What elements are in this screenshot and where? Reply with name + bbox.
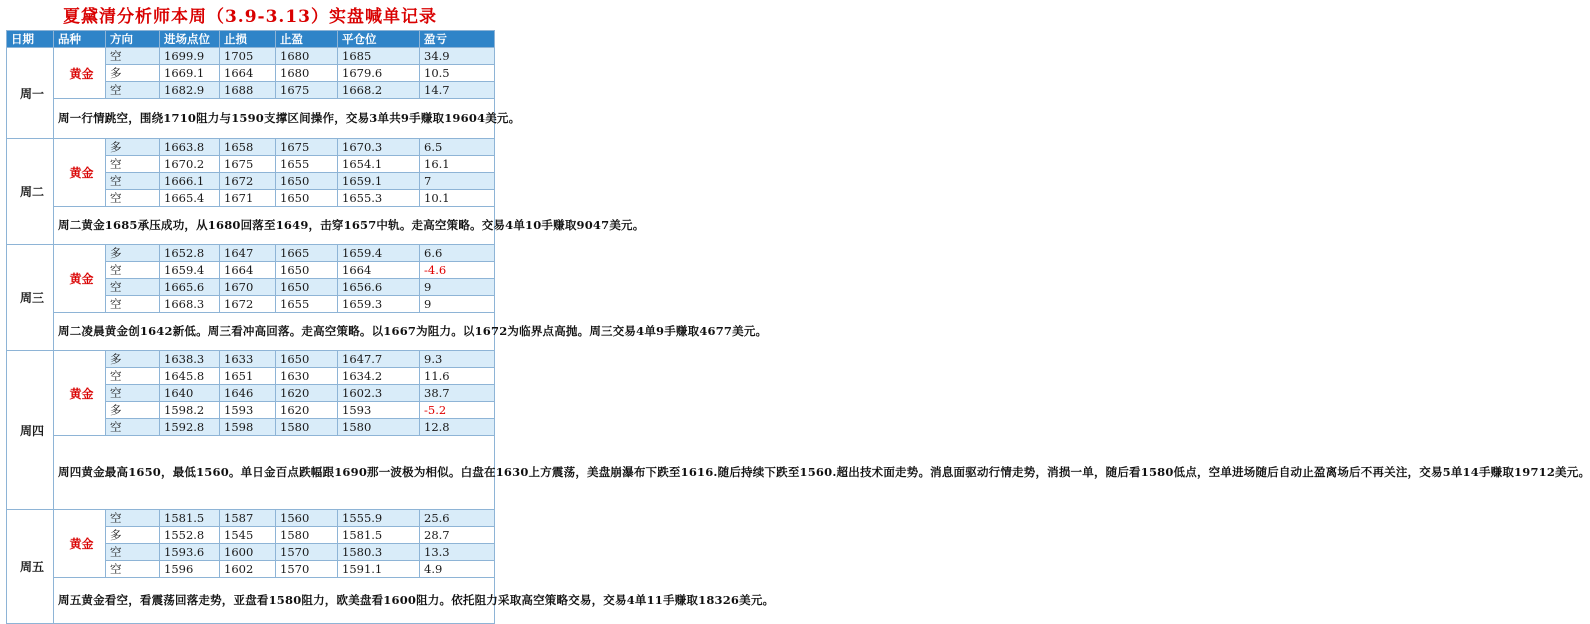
cell-pnl: 34.9 (420, 48, 495, 65)
cell-close: 1580.3 (338, 544, 420, 561)
summary-row (7, 436, 495, 510)
cell-pnl: 25.6 (420, 510, 495, 527)
trade-row (7, 48, 495, 65)
day-summary-note: 周五黄金看空，看震荡回落走势，亚盘看1580阻力，欧美盘看1600阻力。依托阻力采取高空策略交易，交易4单11手赚取18326美元。 (54, 578, 495, 624)
cell-close: 1685 (338, 48, 420, 65)
header-direction: 方向 (106, 31, 160, 48)
cell-direction: 空 (106, 156, 160, 173)
cell-stop-loss: 1593 (220, 402, 276, 419)
table-body (7, 48, 1590, 624)
cell-close: 1664 (338, 262, 420, 279)
cell-stop-loss: 1598 (220, 419, 276, 436)
cell-stop-loss: 1658 (220, 139, 276, 156)
cell-take-profit: 1650 (276, 351, 338, 368)
cell-close: 1602.3 (338, 385, 420, 402)
cell-take-profit: 1650 (276, 190, 338, 207)
cell-pnl: 10.5 (420, 65, 495, 82)
cell-direction: 空 (106, 510, 160, 527)
cell-take-profit: 1665 (276, 245, 338, 262)
header-take-profit: 止盈 (276, 31, 338, 48)
header-row (7, 31, 495, 48)
cell-close: 1670.3 (338, 139, 420, 156)
day-summary-note: 周二凌晨黄金创1642新低。周三看冲高回落。走高空策略。以1667为阻力。以1672为临界点高抛。周三交易4单9手赚取4677美元。 (54, 313, 495, 351)
cell-direction: 空 (106, 48, 160, 65)
cell-entry: 1668.3 (160, 296, 220, 313)
cell-close: 1581.5 (338, 527, 420, 544)
header-close: 平仓位 (338, 31, 420, 48)
cell-pnl: -4.6 (420, 262, 495, 279)
cell-entry: 1581.5 (160, 510, 220, 527)
cell-take-profit: 1680 (276, 65, 338, 82)
cell-direction: 空 (106, 561, 160, 578)
cell-pnl: 4.9 (420, 561, 495, 578)
cell-direction: 空 (106, 279, 160, 296)
cell-entry: 1669.1 (160, 65, 220, 82)
cell-stop-loss: 1705 (220, 48, 276, 65)
cell-stop-loss: 1633 (220, 351, 276, 368)
variety-label: 黄金 (54, 510, 106, 578)
cell-close: 1659.1 (338, 173, 420, 190)
cell-pnl: 9.3 (420, 351, 495, 368)
cell-direction: 多 (106, 139, 160, 156)
cell-take-profit: 1570 (276, 544, 338, 561)
trade-record-table (6, 30, 1590, 624)
cell-direction: 空 (106, 544, 160, 561)
trade-row (7, 245, 495, 262)
day-summary-note: 周二黄金1685承压成功，从1680回落至1649，击穿1657中轨。走高空策略。交易4单10手赚取9047美元。 (54, 207, 495, 245)
header-pnl: 盈亏 (420, 31, 495, 48)
cell-pnl: -5.2 (420, 402, 495, 419)
cell-take-profit: 1630 (276, 368, 338, 385)
cell-entry: 1682.9 (160, 82, 220, 99)
cell-stop-loss: 1675 (220, 156, 276, 173)
cell-direction: 多 (106, 527, 160, 544)
cell-stop-loss: 1672 (220, 173, 276, 190)
cell-stop-loss: 1664 (220, 262, 276, 279)
cell-close: 1654.1 (338, 156, 420, 173)
variety-label: 黄金 (54, 139, 106, 207)
cell-direction: 空 (106, 385, 160, 402)
cell-take-profit: 1675 (276, 82, 338, 99)
cell-close: 1668.2 (338, 82, 420, 99)
cell-direction: 空 (106, 296, 160, 313)
cell-pnl: 10.1 (420, 190, 495, 207)
variety-label: 黄金 (54, 48, 106, 99)
summary-row (7, 578, 495, 624)
cell-stop-loss: 1651 (220, 368, 276, 385)
day-monday: 周一 (7, 48, 54, 139)
cell-take-profit: 1650 (276, 279, 338, 296)
cell-direction: 多 (106, 65, 160, 82)
cell-take-profit: 1620 (276, 402, 338, 419)
cell-close: 1591.1 (338, 561, 420, 578)
cell-take-profit: 1680 (276, 48, 338, 65)
cell-pnl: 7 (420, 173, 495, 190)
summary-row (7, 313, 495, 351)
header-variety: 品种 (54, 31, 106, 48)
cell-entry: 1645.8 (160, 368, 220, 385)
cell-entry: 1638.3 (160, 351, 220, 368)
trade-row (7, 351, 495, 368)
cell-pnl: 13.3 (420, 544, 495, 561)
summary-row (7, 207, 495, 245)
cell-entry: 1663.8 (160, 139, 220, 156)
cell-take-profit: 1655 (276, 296, 338, 313)
cell-stop-loss: 1587 (220, 510, 276, 527)
cell-stop-loss: 1664 (220, 65, 276, 82)
cell-entry: 1670.2 (160, 156, 220, 173)
cell-pnl: 38.7 (420, 385, 495, 402)
day-tuesday: 周二 (7, 139, 54, 245)
cell-pnl: 12.8 (420, 419, 495, 436)
variety-label: 黄金 (54, 351, 106, 436)
cell-take-profit: 1580 (276, 419, 338, 436)
cell-direction: 空 (106, 368, 160, 385)
cell-pnl: 11.6 (420, 368, 495, 385)
cell-pnl: 9 (420, 279, 495, 296)
cell-stop-loss: 1545 (220, 527, 276, 544)
cell-direction: 空 (106, 82, 160, 99)
cell-entry: 1659.4 (160, 262, 220, 279)
cell-take-profit: 1650 (276, 262, 338, 279)
cell-close: 1647.7 (338, 351, 420, 368)
cell-stop-loss: 1646 (220, 385, 276, 402)
cell-stop-loss: 1600 (220, 544, 276, 561)
cell-direction: 空 (106, 419, 160, 436)
day-friday: 周五 (7, 510, 54, 624)
day-summary-note: 周四黄金最高1650，最低1560。单日金百点跌幅跟1690那一波极为相似。白盘在1630上方震荡，美盘崩瀑布下跌至1616.随后持续下跌至1560.超出技术面走势。消息面驱动行情走势，消损一单，随后看1580低点，空单进场随后自动止盈离场后不再关注，交易5单14手赚取19712美元。 (54, 436, 495, 510)
cell-direction: 空 (106, 190, 160, 207)
cell-stop-loss: 1688 (220, 82, 276, 99)
cell-pnl: 9 (420, 296, 495, 313)
cell-direction: 空 (106, 173, 160, 190)
cell-close: 1580 (338, 419, 420, 436)
cell-entry: 1592.8 (160, 419, 220, 436)
cell-close: 1659.4 (338, 245, 420, 262)
cell-stop-loss: 1670 (220, 279, 276, 296)
cell-close: 1679.6 (338, 65, 420, 82)
cell-close: 1555.9 (338, 510, 420, 527)
cell-entry: 1596 (160, 561, 220, 578)
cell-entry: 1598.2 (160, 402, 220, 419)
cell-close: 1634.2 (338, 368, 420, 385)
cell-pnl: 14.7 (420, 82, 495, 99)
cell-stop-loss: 1647 (220, 245, 276, 262)
trade-row (7, 139, 495, 156)
page-title: 夏黛清分析师本周（3.9-3.13）实盘喊单记录 (62, 7, 438, 27)
day-summary-note: 周一行情跳空，围绕1710阻力与1590支撑区间操作，交易3单共9手赚取19604美元。 (54, 99, 495, 139)
cell-direction: 多 (106, 351, 160, 368)
cell-entry: 1666.1 (160, 173, 220, 190)
cell-take-profit: 1675 (276, 139, 338, 156)
cell-take-profit: 1620 (276, 385, 338, 402)
cell-entry: 1699.9 (160, 48, 220, 65)
cell-stop-loss: 1602 (220, 561, 276, 578)
cell-entry: 1665.6 (160, 279, 220, 296)
cell-take-profit: 1650 (276, 173, 338, 190)
cell-direction: 多 (106, 402, 160, 419)
cell-take-profit: 1580 (276, 527, 338, 544)
cell-direction: 空 (106, 262, 160, 279)
cell-stop-loss: 1671 (220, 190, 276, 207)
trade-row (7, 510, 495, 527)
header-entry: 进场点位 (160, 31, 220, 48)
cell-take-profit: 1560 (276, 510, 338, 527)
day-wednesday: 周三 (7, 245, 54, 351)
cell-pnl: 6.6 (420, 245, 495, 262)
summary-row (7, 99, 495, 139)
cell-entry: 1593.6 (160, 544, 220, 561)
cell-take-profit: 1570 (276, 561, 338, 578)
cell-close: 1593 (338, 402, 420, 419)
cell-entry: 1665.4 (160, 190, 220, 207)
header-date: 日期 (7, 31, 54, 48)
cell-entry: 1652.8 (160, 245, 220, 262)
cell-entry: 1640 (160, 385, 220, 402)
cell-direction: 多 (106, 245, 160, 262)
header-stop-loss: 止损 (220, 31, 276, 48)
cell-close: 1656.6 (338, 279, 420, 296)
cell-stop-loss: 1672 (220, 296, 276, 313)
cell-pnl: 28.7 (420, 527, 495, 544)
cell-close: 1655.3 (338, 190, 420, 207)
cell-take-profit: 1655 (276, 156, 338, 173)
cell-entry: 1552.8 (160, 527, 220, 544)
cell-pnl: 6.5 (420, 139, 495, 156)
cell-pnl: 16.1 (420, 156, 495, 173)
cell-close: 1659.3 (338, 296, 420, 313)
day-thursday: 周四 (7, 351, 54, 510)
variety-label: 黄金 (54, 245, 106, 313)
